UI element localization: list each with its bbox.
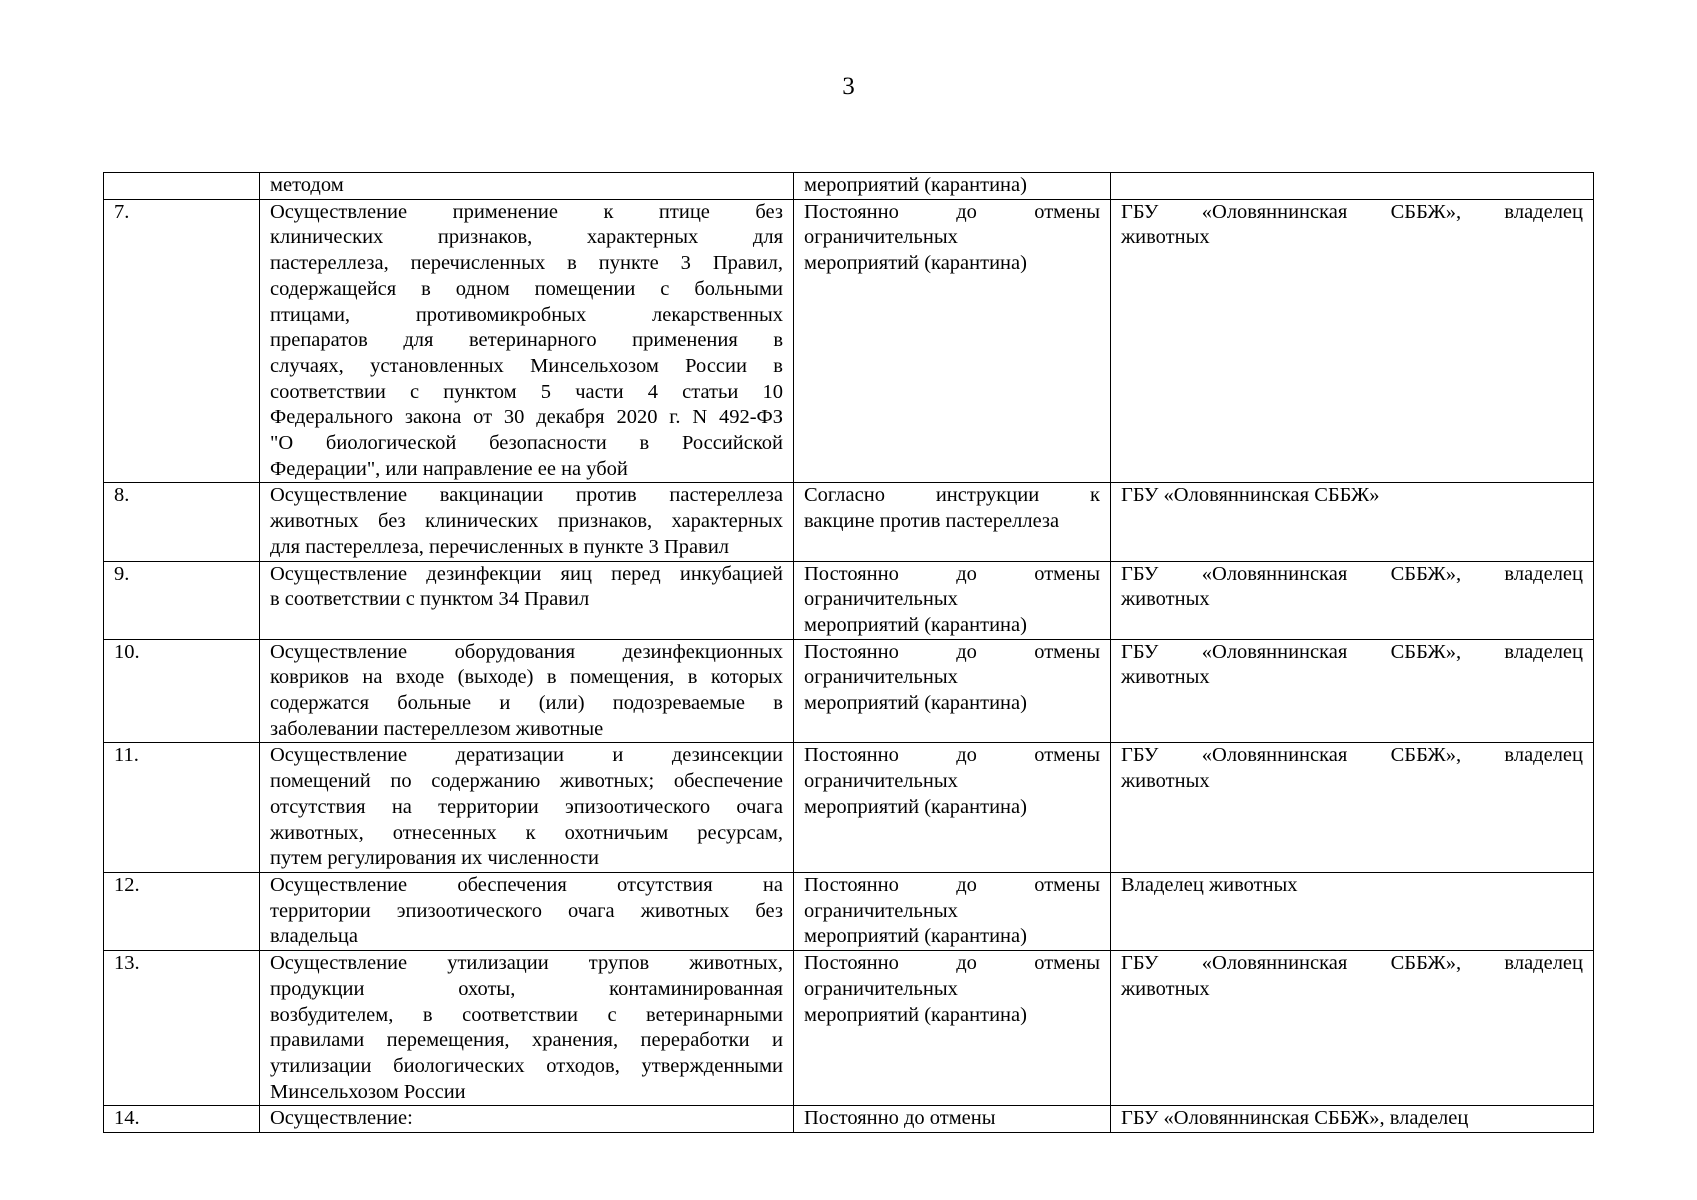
cell-line: путем регулирования их численности	[270, 847, 599, 870]
cell-line: возбудителем, в соответствии с ветеринарными	[270, 1003, 783, 1026]
cell-line: животных без клинических признаков, характерных	[270, 510, 783, 533]
cell-line: Осуществление обеспечения отсутствия на	[270, 873, 783, 896]
cell-line: клинических признаков, характерных для	[270, 226, 783, 249]
measure-cell	[260, 1106, 794, 1133]
measure-cell	[260, 743, 794, 873]
responsible-cell	[1111, 173, 1594, 200]
cell-line: препаратов для ветеринарного применения в	[270, 329, 783, 352]
cell-line: пастереллеза, перечисленных в пункте 3 Правил,	[270, 252, 783, 275]
cell-line: Осуществление дератизации и дезинсекции	[270, 744, 783, 767]
cell-line: животных	[1121, 977, 1210, 1000]
cell-line: продукции охоты, контаминированная	[270, 977, 783, 1000]
term-cell	[794, 561, 1111, 639]
cell-line: Осуществление:	[270, 1107, 413, 1130]
responsible-cell	[1111, 199, 1594, 483]
cell-line: животных	[1121, 226, 1210, 249]
cell-line: Минсельхозом России	[270, 1080, 466, 1103]
cell-line: ГБУ «Оловяннинская СББЖ», владелец	[1121, 744, 1583, 767]
responsible-cell	[1111, 483, 1594, 561]
cell-line: Согласно инструкции к	[804, 484, 1100, 507]
cell-line: ГБУ «Оловяннинская СББЖ», владелец	[1121, 952, 1583, 975]
cell-line: методом	[270, 174, 344, 196]
table-row	[104, 872, 1594, 950]
cell-line: помещений по содержанию животных; обеспечение	[270, 770, 783, 793]
row-number	[104, 173, 260, 200]
table-row	[104, 639, 1594, 743]
responsible-cell	[1111, 561, 1594, 639]
cell-line: животных	[1121, 588, 1210, 611]
term-cell	[794, 951, 1111, 1106]
cell-line: ГБУ «Оловяннинская СББЖ», владелец	[1121, 640, 1583, 663]
cell-line: ограничительных	[804, 977, 958, 1000]
table-row	[104, 743, 1594, 873]
row-number: 11.	[104, 743, 260, 873]
cell-line: мероприятий (карантина)	[804, 174, 1027, 196]
cell-line: правилами перемещения, хранения, переработки и	[270, 1029, 783, 1052]
row-number: 14.	[104, 1106, 260, 1133]
cell-line: Постоянно до отмены	[804, 562, 1100, 585]
cell-line: Осуществление применение к птице без	[270, 200, 783, 223]
row-number: 12.	[104, 872, 260, 950]
table-row	[104, 173, 1594, 200]
cell-line: "О биологической безопасности в Российской	[270, 432, 783, 455]
cell-line: животных	[1121, 770, 1210, 793]
cell-line: мероприятий (карантина)	[804, 252, 1027, 275]
cell-line: ГБУ «Оловяннинская СББЖ», владелец	[1121, 1107, 1469, 1130]
page-number: 3	[842, 73, 855, 100]
cell-line: Постоянно до отмены	[804, 873, 1100, 896]
cell-line: Федерального закона от 30 декабря 2020 г. N 492-ФЗ	[270, 406, 783, 429]
cell-line: мероприятий (карантина)	[804, 795, 1027, 818]
cell-line	[1121, 173, 1583, 199]
cell-line: ковриков на входе (выходе) в помещения, в которых	[270, 666, 783, 689]
cell-line: отсутствия на территории эпизоотического очага	[270, 795, 783, 818]
term-cell	[794, 483, 1111, 561]
cell-line: Федерации", или направление ее на убой	[270, 457, 628, 480]
term-cell	[794, 639, 1111, 743]
term-cell	[794, 199, 1111, 483]
cell-line: Осуществление оборудования дезинфекционных	[270, 640, 783, 663]
table-row	[104, 951, 1594, 1106]
measure-cell	[260, 199, 794, 483]
cell-line: содержатся больные и (или) подозреваемые в	[270, 692, 783, 715]
cell-line: мероприятий (карантина)	[804, 1003, 1027, 1026]
cell-line: в соответствии с пунктом 34 Правил	[270, 588, 590, 611]
cell-line: мероприятий (карантина)	[804, 692, 1027, 715]
cell-line: содержащейся в одном помещении с больными	[270, 277, 783, 300]
measure-cell	[260, 483, 794, 561]
measure-cell	[260, 872, 794, 950]
measure-cell	[260, 173, 794, 200]
cell-line: соответствии с пунктом 5 части 4 статьи 10	[270, 380, 783, 403]
row-number: 7.	[104, 199, 260, 483]
cell-line: Осуществление вакцинации против пастереллеза	[270, 484, 783, 507]
cell-line: владельца	[270, 925, 358, 948]
cell-line: птицами, противомикробных лекарственных	[270, 303, 783, 326]
cell-line: мероприятий (карантина)	[804, 613, 1027, 636]
cell-line: ограничительных	[804, 770, 958, 793]
cell-line: Постоянно до отмены	[804, 200, 1100, 223]
cell-line: случаях, установленных Минсельхозом России в	[270, 354, 783, 377]
responsible-cell	[1111, 743, 1594, 873]
measure-cell	[260, 951, 794, 1106]
cell-line: животных	[1121, 666, 1210, 689]
responsible-cell	[1111, 1106, 1594, 1133]
cell-line: ограничительных	[804, 588, 958, 611]
cell-line: для пастереллеза, перечисленных в пункте 3 Правил	[270, 535, 730, 558]
cell-line: ограничительных	[804, 226, 958, 249]
term-cell	[794, 743, 1111, 873]
term-cell	[794, 1106, 1111, 1133]
row-number: 13.	[104, 951, 260, 1106]
term-cell	[794, 872, 1111, 950]
cell-line: животных, отнесенных к охотничьим ресурсам,	[270, 821, 783, 844]
cell-line: мероприятий (карантина)	[804, 925, 1027, 948]
responsible-cell	[1111, 951, 1594, 1106]
responsible-cell	[1111, 872, 1594, 950]
cell-line: ограничительных	[804, 899, 958, 922]
cell-line: Владелец животных	[1121, 873, 1298, 896]
measure-cell	[260, 561, 794, 639]
table-row	[104, 1106, 1594, 1133]
table-row	[104, 561, 1594, 639]
cell-line: утилизации биологических отходов, утвержденными	[270, 1054, 783, 1077]
term-cell	[794, 173, 1111, 200]
cell-line: заболевании пастереллезом животные	[270, 717, 604, 740]
row-number: 10.	[104, 639, 260, 743]
cell-line: Постоянно до отмены	[804, 952, 1100, 975]
cell-line: ГБУ «Оловяннинская СББЖ»	[1121, 484, 1380, 507]
cell-line: Постоянно до отмены	[804, 640, 1100, 663]
table-row	[104, 483, 1594, 561]
measure-cell	[260, 639, 794, 743]
cell-line: вакцине против пастереллеза	[804, 510, 1060, 533]
row-number: 9.	[104, 561, 260, 639]
cell-line: ограничительных	[804, 666, 958, 689]
cell-line: ГБУ «Оловяннинская СББЖ», владелец	[1121, 200, 1583, 223]
responsible-cell	[1111, 639, 1594, 743]
measures-table-body	[104, 173, 1594, 1133]
row-number: 8.	[104, 483, 260, 561]
cell-line: ГБУ «Оловяннинская СББЖ», владелец	[1121, 562, 1583, 585]
cell-line: Постоянно до отмены	[804, 744, 1100, 767]
cell-line: Осуществление утилизации трупов животных,	[270, 952, 783, 975]
cell-line: территории эпизоотического очага животных без	[270, 899, 783, 922]
table-row	[104, 199, 1594, 483]
cell-line: Осуществление дезинфекции яиц перед инкубацией	[270, 562, 783, 585]
measures-table	[103, 172, 1594, 1133]
cell-line: Постоянно до отмены	[804, 1107, 996, 1130]
